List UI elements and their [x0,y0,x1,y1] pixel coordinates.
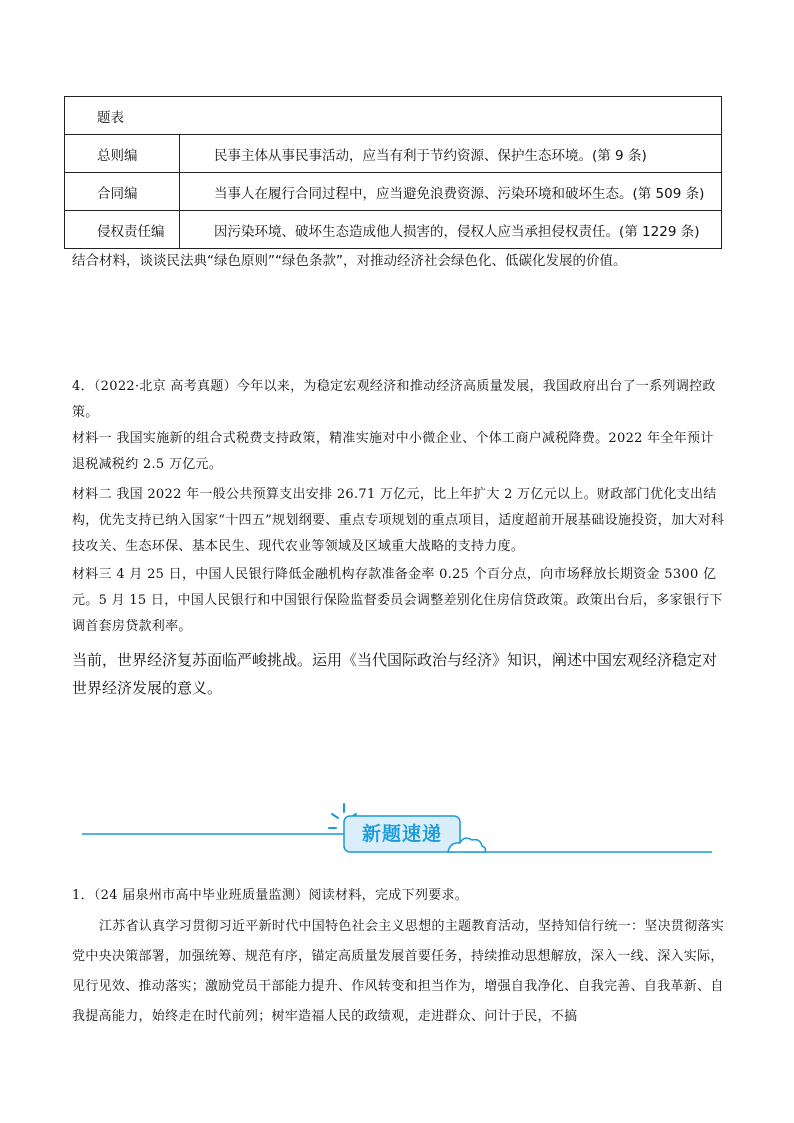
table-key: 总则编 [65,135,180,173]
table-header: 题表 [65,97,722,135]
table-key: 合同编 [65,173,180,211]
new-question-intro: 1．（24 届泉州市高中毕业班质量监测）阅读材料，完成下列要求。 [72,888,469,903]
table-value: 民事主体从事民事活动，应当有利于节约资源、保护生态环境。(第 9 条) [180,135,722,173]
new-question-body: 江苏省认真学习贯彻习近平新时代中国特色社会主义思想的主题教育活动，坚持知信行统一：坚决贯彻落实党中央决策部署，加强统筹、规范有序，锚定高质量发展首要任务，持续推动思想解放，深入一线、深入实际，见行见效、推动落实；激励党员干部能力提升、作风转变和担当作为，增强自我净化、自我完善、自我革新、自我提高能力，始终走在时代前列；树牢造福人民的政绩观，走进群众、问计于民，不搞 [72,919,725,1024]
q4-question: 当前，世界经济复苏面临严峻挑战。运用《当代国际政治与经济》知识，阐述中国宏观经济稳定对世界经济发展的意义。 [72,651,718,697]
table-header-row [65,97,722,135]
table-row [65,135,722,173]
table-value: 当事人在履行合同过程中，应当避免浪费资源、污染环境和破坏生态。(第 509 条) [180,173,722,211]
table-row [65,211,722,249]
q3-prompt: 结合材料，谈谈民法典“绿色原则”“绿色条款”，对推动经济社会绿色化、低碳化发展的价值。 [72,253,627,269]
section-banner [82,800,712,870]
q4-material-3: 材料三 4 月 25 日，中国人民银行降低金融机构存款准备金率 0.25 个百分点，向市场释放长期资金 5300 亿元。5 月 15 日，中国人民银行和中国银行保险监督委员会调整差别化住房信贷政策。政策出台后，多家银行下调首套房贷款利率。 [72,567,723,634]
table-row [65,173,722,211]
banner-title: 新题速递 [361,823,442,845]
table-key: 侵权责任编 [65,211,180,249]
q4-material-2: 材料二 我国 2022 年一般公共预算支出安排 26.71 万亿元，比上年扩大 2 万亿元以上。财政部门优化支出结构，优先支持已纳入国家“十四五”规划纲要、重点专项规划的重点项目，适度超前开展基础设施投资，加大对科技攻关、生态环保、基本民生、现代农业等领域及区域重大战略的支持力度。 [72,487,725,554]
q4-intro: 4．（2022·北京 高考真题）今年以来，为稳定宏观经济和推动经济高质量发展，我国政府出台了一系列调控政策。 [72,379,716,420]
table-value: 因污染环境、破坏生态造成他人损害的，侵权人应当承担侵权责任。(第 1229 条) [180,211,722,249]
q4-material-1: 材料一 我国实施新的组合式税费支持政策，精准实施对中小微企业、个体工商户减税降费。2022 年全年预计退税减税约 2.5 万亿元。 [72,431,714,472]
civil-code-table [64,96,722,249]
